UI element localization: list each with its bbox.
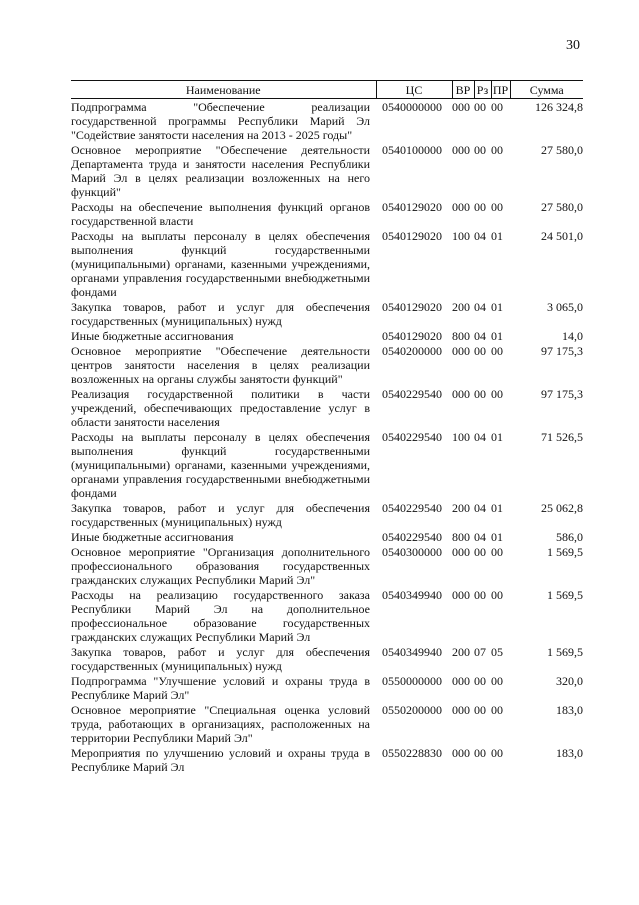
row-vr: 200 <box>452 501 470 515</box>
header-vr: ВР <box>452 81 474 99</box>
row-name: Иные бюджетные ассигнования <box>71 329 234 343</box>
row-rz: 04 <box>474 329 486 343</box>
row-cs: 0540129020 <box>382 300 442 314</box>
row-rz: 00 <box>474 746 486 760</box>
table-row <box>71 99 583 143</box>
row-cs: 0540349940 <box>382 588 442 602</box>
table-row <box>71 429 583 500</box>
table-row <box>71 587 583 644</box>
row-name: Основное мероприятие "Обеспечение деятельности центров занятости населения в целях реализации возложенных на органы службы занятости функций" <box>71 344 370 386</box>
row-sum: 71 526,5 <box>541 430 583 444</box>
header-pr: ПР <box>491 81 510 99</box>
row-pr: 00 <box>491 200 503 214</box>
table-row <box>71 529 583 544</box>
row-cs: 0540200000 <box>382 344 442 358</box>
table-row <box>71 228 583 299</box>
row-vr: 800 <box>452 530 470 544</box>
row-pr: 00 <box>491 588 503 602</box>
row-sum: 14,0 <box>562 329 583 343</box>
header-cs: ЦС <box>376 81 452 99</box>
row-rz: 00 <box>474 387 486 401</box>
header-sum: Сумма <box>510 81 583 99</box>
row-cs: 0540100000 <box>382 143 442 157</box>
row-cs: 0550228830 <box>382 746 442 760</box>
row-vr: 000 <box>452 674 470 688</box>
row-cs: 0540229540 <box>382 530 442 544</box>
row-rz: 00 <box>474 545 486 559</box>
row-vr: 000 <box>452 703 470 717</box>
row-cs: 0540229540 <box>382 387 442 401</box>
row-name: Иные бюджетные ассигнования <box>71 530 234 544</box>
row-vr: 100 <box>452 229 470 243</box>
header-rz: Рз <box>474 81 491 99</box>
row-rz: 04 <box>474 501 486 515</box>
row-rz: 00 <box>474 674 486 688</box>
row-pr: 00 <box>491 387 503 401</box>
row-cs: 0550200000 <box>382 703 442 717</box>
row-vr: 000 <box>452 100 470 114</box>
row-name: Основное мероприятие "Обеспечение деятельности Департамента труда и занятости населения Республики Марий Эл в целях реализации возложенных на него функций" <box>71 143 370 199</box>
row-sum: 586,0 <box>556 530 583 544</box>
row-name: Расходы на выплаты персоналу в целях обеспечения выполнения функций государственными (муниципальными) органами, казенными учреждениями, органами управления государственными внебюджетными фондами <box>71 229 370 299</box>
row-vr: 100 <box>452 430 470 444</box>
row-pr: 00 <box>491 143 503 157</box>
row-cs: 0540129020 <box>382 200 442 214</box>
row-pr: 00 <box>491 703 503 717</box>
row-pr: 01 <box>491 300 503 314</box>
row-sum: 183,0 <box>556 703 583 717</box>
row-vr: 200 <box>452 300 470 314</box>
row-vr: 800 <box>452 329 470 343</box>
row-rz: 00 <box>474 588 486 602</box>
table-row <box>71 673 583 702</box>
row-vr: 000 <box>452 545 470 559</box>
row-rz: 07 <box>474 645 486 659</box>
row-sum: 3 065,0 <box>547 300 583 314</box>
row-sum: 27 580,0 <box>541 143 583 157</box>
row-name: Основное мероприятие "Специальная оценка условий труда, работающих в организациях, расположенных на территории Республики Марий Эл" <box>71 703 370 745</box>
budget-table <box>71 80 583 774</box>
row-name: Расходы на обеспечение выполнения функций органов государственной власти <box>71 200 370 228</box>
row-name: Закупка товаров, работ и услуг для обеспечения государственных (муниципальных) нужд <box>71 501 370 529</box>
row-pr: 01 <box>491 501 503 515</box>
table-body <box>71 99 583 775</box>
table-row <box>71 199 583 228</box>
table-row <box>71 343 583 386</box>
table-row <box>71 644 583 673</box>
row-sum: 1 569,5 <box>547 545 583 559</box>
table-header-row <box>71 81 583 99</box>
row-vr: 000 <box>452 387 470 401</box>
row-pr: 01 <box>491 430 503 444</box>
row-pr: 00 <box>491 545 503 559</box>
row-name: Подпрограмма "Улучшение условий и охраны труда в Республике Марий Эл" <box>71 674 370 702</box>
row-cs: 0540349940 <box>382 645 442 659</box>
row-sum: 24 501,0 <box>541 229 583 243</box>
row-vr: 000 <box>452 588 470 602</box>
row-sum: 97 175,3 <box>541 387 583 401</box>
row-rz: 00 <box>474 344 486 358</box>
row-cs: 0550000000 <box>382 674 442 688</box>
row-name: Закупка товаров, работ и услуг для обеспечения государственных (муниципальных) нужд <box>71 300 370 328</box>
row-name: Подпрограмма "Обеспечение реализации государственной программы Республики Марий Эл "Содействие занятости населения на 2013 - 2025 годы" <box>71 100 370 142</box>
row-pr: 05 <box>491 645 503 659</box>
row-sum: 97 175,3 <box>541 344 583 358</box>
row-name: Расходы на реализацию государственного заказа Республики Марий Эл на дополнительное профессиональное образование государственных гражданских служащих Республики Марий Эл <box>71 588 370 644</box>
row-rz: 04 <box>474 300 486 314</box>
table-row <box>71 702 583 745</box>
row-rz: 00 <box>474 143 486 157</box>
row-vr: 000 <box>452 344 470 358</box>
row-cs: 0540300000 <box>382 545 442 559</box>
row-rz: 00 <box>474 703 486 717</box>
page-number: 30 <box>566 38 580 53</box>
row-vr: 000 <box>452 143 470 157</box>
row-pr: 00 <box>491 344 503 358</box>
row-rz: 04 <box>474 530 486 544</box>
row-pr: 00 <box>491 674 503 688</box>
table-row <box>71 386 583 429</box>
row-name: Мероприятия по улучшению условий и охраны труда в Республике Марий Эл <box>71 746 370 774</box>
row-name: Основное мероприятие "Организация дополнительного профессионального образования государственных гражданских служащих Республики Марий Эл" <box>71 545 370 587</box>
row-sum: 126 324,8 <box>535 100 583 114</box>
row-vr: 000 <box>452 200 470 214</box>
row-sum: 320,0 <box>556 674 583 688</box>
row-sum: 25 062,8 <box>541 501 583 515</box>
row-pr: 00 <box>491 100 503 114</box>
row-pr: 01 <box>491 329 503 343</box>
row-sum: 183,0 <box>556 746 583 760</box>
row-cs: 0540129020 <box>382 229 442 243</box>
row-rz: 00 <box>474 100 486 114</box>
table-row <box>71 328 583 343</box>
table-row <box>71 500 583 529</box>
row-sum: 27 580,0 <box>541 200 583 214</box>
table-row <box>71 745 583 774</box>
table-row <box>71 299 583 328</box>
row-vr: 000 <box>452 746 470 760</box>
row-rz: 04 <box>474 430 486 444</box>
row-rz: 04 <box>474 229 486 243</box>
row-rz: 00 <box>474 200 486 214</box>
row-sum: 1 569,5 <box>547 645 583 659</box>
row-pr: 01 <box>491 229 503 243</box>
row-cs: 0540229540 <box>382 430 442 444</box>
table-row <box>71 544 583 587</box>
row-name: Расходы на выплаты персоналу в целях обеспечения выполнения функций государственными (муниципальными) органами, казенными учреждениями, органами управления государственными внебюджетными фондами <box>71 430 370 500</box>
row-name: Реализация государственной политики в части учреждений, обеспечивающих предоставление услуг в области занятости населения <box>71 387 370 429</box>
row-cs: 0540000000 <box>382 100 442 114</box>
row-pr: 00 <box>491 746 503 760</box>
header-name: Наименование <box>71 81 376 99</box>
row-sum: 1 569,5 <box>547 588 583 602</box>
table-row <box>71 142 583 199</box>
row-vr: 200 <box>452 645 470 659</box>
row-cs: 0540129020 <box>382 329 442 343</box>
row-cs: 0540229540 <box>382 501 442 515</box>
row-pr: 01 <box>491 530 503 544</box>
row-name: Закупка товаров, работ и услуг для обеспечения государственных (муниципальных) нужд <box>71 645 370 673</box>
